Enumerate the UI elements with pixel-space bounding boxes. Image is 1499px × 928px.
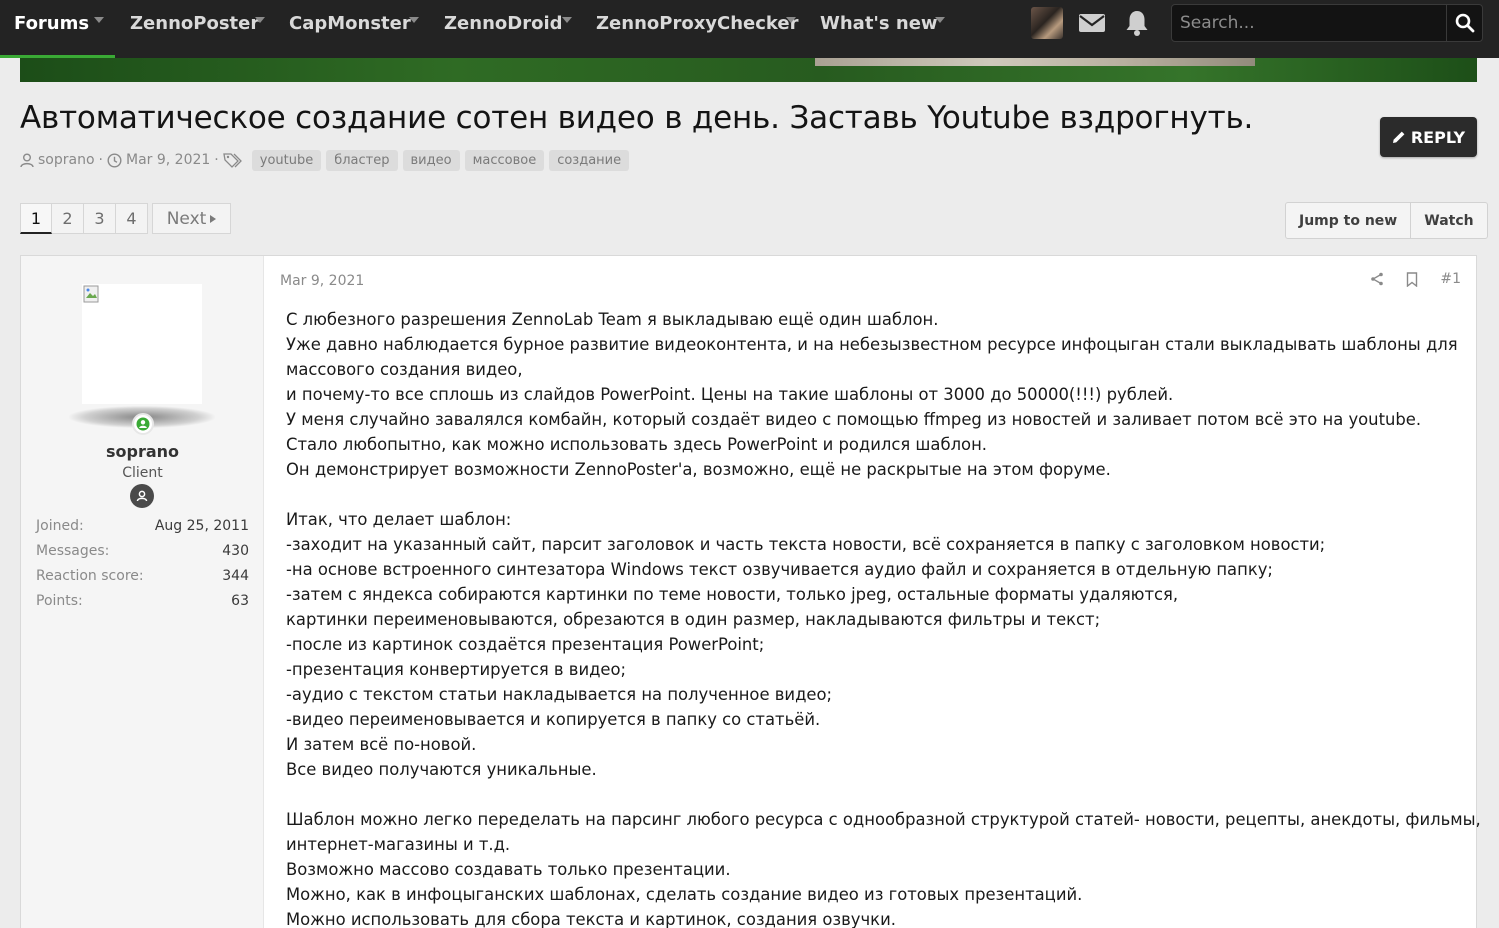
post-text-line: картинки переименовываются, обрезаются в один размер, накладываются фильтры и текст;: [286, 610, 1101, 629]
stat-label: Joined:: [36, 517, 84, 534]
post-text-line: Стало любопытно, как можно использовать здесь PowerPoint и родился шаблон.: [286, 435, 988, 454]
stat-joined: [36, 513, 249, 538]
page-link-3[interactable]: 3: [84, 203, 116, 234]
stat-label: Reaction score:: [36, 567, 144, 584]
post-text-line: И затем всё по-новой.: [286, 735, 477, 754]
account-avatar[interactable]: [1031, 7, 1063, 39]
pencil-icon: [1392, 130, 1406, 144]
nav-item-label: ZennoDroid: [444, 12, 563, 34]
chevron-down-icon[interactable]: [935, 17, 945, 23]
avatar[interactable]: [82, 284, 202, 404]
top-navigation: [0, 0, 1499, 58]
post-text-line: -видео переименовывается и копируется в папку со статьёй.: [286, 710, 821, 729]
post-text-line: -презентация конвертируется в видео;: [286, 660, 627, 679]
jump-to-new-button[interactable]: Jump to new: [1299, 212, 1398, 229]
user-icon: [20, 153, 34, 168]
nav-item-forums[interactable]: [14, 0, 89, 46]
nav-item-zennoproxychecker[interactable]: [596, 0, 799, 46]
thread-author[interactable]: [20, 152, 95, 168]
post-text-line: Можно использовать для сбора текста и картинок, создания озвучки.: [286, 910, 896, 928]
stat-points: [36, 588, 249, 613]
nav-item-label: ZennoPoster: [130, 12, 260, 34]
reply-button[interactable]: [1380, 117, 1477, 157]
post-text-line: Все видео получаются уникальные.: [286, 760, 597, 779]
nav-item-whats-new[interactable]: [820, 0, 938, 46]
search-icon: [1455, 13, 1475, 33]
user-stats: [36, 513, 249, 613]
post-text-line: Он демонстрирует возможности ZennoPoster'а, возможно, ещё не раскрытые на этом форуме.: [286, 460, 1111, 479]
thread-author-name: soprano: [38, 152, 95, 168]
post-text-line: -аудио с текстом статьи накладывается на полученное видео;: [286, 685, 833, 704]
post-text-line: Уже давно наблюдается бурное развитие видеоконтента, и на небезызвестном ресурсе инфоцыган стали выкладывать шаблоны для: [286, 335, 1458, 354]
watch-button[interactable]: Watch: [1410, 203, 1486, 238]
post-text-line: -на основе встроенного синтезатора Windows текст озвучивается аудио файл и сохраняется в отдельную папку;: [286, 560, 1273, 579]
tag[interactable]: создание: [549, 150, 629, 171]
post-user-title: Client: [122, 465, 163, 481]
chevron-down-icon[interactable]: [255, 17, 265, 23]
next-page-label: Next: [166, 208, 207, 229]
pagination: [20, 203, 231, 234]
bell-icon[interactable]: [1122, 8, 1152, 38]
nav-item-zennodroid[interactable]: [444, 0, 563, 46]
post-body: [286, 307, 1481, 928]
stat-reaction-score: [36, 563, 249, 588]
post-text-line: -после из картинок создаётся презентация PowerPoint;: [286, 635, 765, 654]
stat-value: 344: [222, 567, 249, 584]
chevron-down-icon[interactable]: [786, 17, 796, 23]
post-text-line: массового создания видео,: [286, 360, 523, 379]
post: [20, 255, 1481, 928]
tag[interactable]: массовое: [465, 150, 545, 171]
thread-actions: [1285, 202, 1488, 239]
post-actions: [1370, 271, 1461, 287]
stat-messages: [36, 538, 249, 563]
page-link-2[interactable]: 2: [52, 203, 84, 234]
nav-item-capmonster[interactable]: [289, 0, 411, 46]
share-icon[interactable]: [1370, 272, 1384, 286]
search-box: [1171, 4, 1483, 42]
post-text-line: интернет-магазины и т.д.: [286, 835, 511, 854]
post-text-line: Итак, что делает шаблон:: [286, 510, 512, 529]
post-text-line: Можно, как в инфоцыганских шаблонах, сделать создание видео из готовых презентаций.: [286, 885, 1083, 904]
bookmark-icon[interactable]: [1406, 272, 1418, 287]
chevron-down-icon[interactable]: [562, 17, 572, 23]
post-username[interactable]: soprano: [105, 442, 180, 461]
tag[interactable]: youtube: [252, 150, 321, 171]
post-text-line: С любезного разрешения ZennoLab Team я выкладываю ещё один шаблон.: [286, 310, 939, 329]
banner-image: [815, 58, 1255, 66]
post-text-line: Шаблон можно легко переделать на парсинг любого ресурса с однообразной структурой статей- новости, рецепты, анекдоты, фильмы,: [286, 810, 1481, 829]
header-banner: [20, 58, 1477, 82]
post-date[interactable]: Mar 9, 2021: [280, 273, 365, 289]
post-text-line: [286, 782, 1461, 807]
stat-value: Aug 25, 2011: [154, 517, 249, 534]
post-main: [265, 256, 1481, 928]
search-button[interactable]: [1446, 5, 1482, 41]
page-link-1[interactable]: 1: [20, 203, 52, 234]
search-input[interactable]: [1172, 5, 1446, 41]
page-title: Автоматическое создание сотен видео в день. Заставь Youtube вздрогнуть.: [20, 100, 1254, 136]
post-text-line: и почему-то все сплошь из слайдов PowerPoint. Цены на такие шаблоны от 3000 до 50000(!!!) рублей.: [286, 385, 1174, 404]
tags-icon: [223, 152, 243, 168]
next-page-button[interactable]: [152, 203, 231, 234]
online-status-icon: [132, 413, 154, 435]
stat-value[interactable]: 63: [231, 592, 249, 609]
envelope-icon[interactable]: [1077, 8, 1107, 38]
post-text-line: -затем с яндекса собираются картинки по теме новости, только jpeg, остальные форматы удаляются,: [286, 585, 1179, 604]
thread-meta: soprano · Mar 9, 2021 · youtube бластер видео массовое создание: [20, 148, 629, 172]
chevron-right-icon: [210, 215, 216, 223]
nav-item-zennoposter[interactable]: [130, 0, 259, 46]
tag[interactable]: видео: [403, 150, 460, 171]
clock-icon: [107, 153, 122, 168]
nav-item-label: ZennoProxyChecker: [596, 12, 799, 34]
nav-item-label: What's new: [820, 12, 938, 34]
thread-date[interactable]: [107, 152, 210, 168]
chevron-down-icon[interactable]: [94, 17, 104, 23]
post-user-info: [21, 256, 264, 928]
thread-date-text: Mar 9, 2021: [125, 152, 211, 168]
stat-label: Messages:: [36, 542, 110, 559]
post-number[interactable]: #1: [1440, 271, 1461, 287]
post-text-line: У меня случайно завалялся комбайн, который создаёт видео с помощью ffmpeg из новостей и заливает потом всё это на youtube.: [286, 410, 1422, 429]
broken-image-icon: [82, 284, 102, 304]
stat-value[interactable]: 430: [222, 542, 249, 559]
page-link-4[interactable]: 4: [116, 203, 148, 234]
nav-item-label: CapMonster: [289, 12, 411, 34]
post-text-line: -заходит на указанный сайт, парсит заголовок и часть текста новости, всё сохраняется в папку с заголовком новости;: [286, 535, 1326, 554]
post-text-line: [286, 482, 1461, 507]
reply-button-label: REPLY: [1410, 127, 1466, 147]
nav-item-label: Forums: [14, 12, 90, 34]
post-text-line: Возможно массово создавать только презентации.: [286, 860, 731, 879]
tag[interactable]: бластер: [326, 150, 397, 171]
user-badge-icon: [130, 484, 154, 508]
stat-label: Points:: [36, 592, 83, 609]
chevron-down-icon[interactable]: [409, 17, 419, 23]
